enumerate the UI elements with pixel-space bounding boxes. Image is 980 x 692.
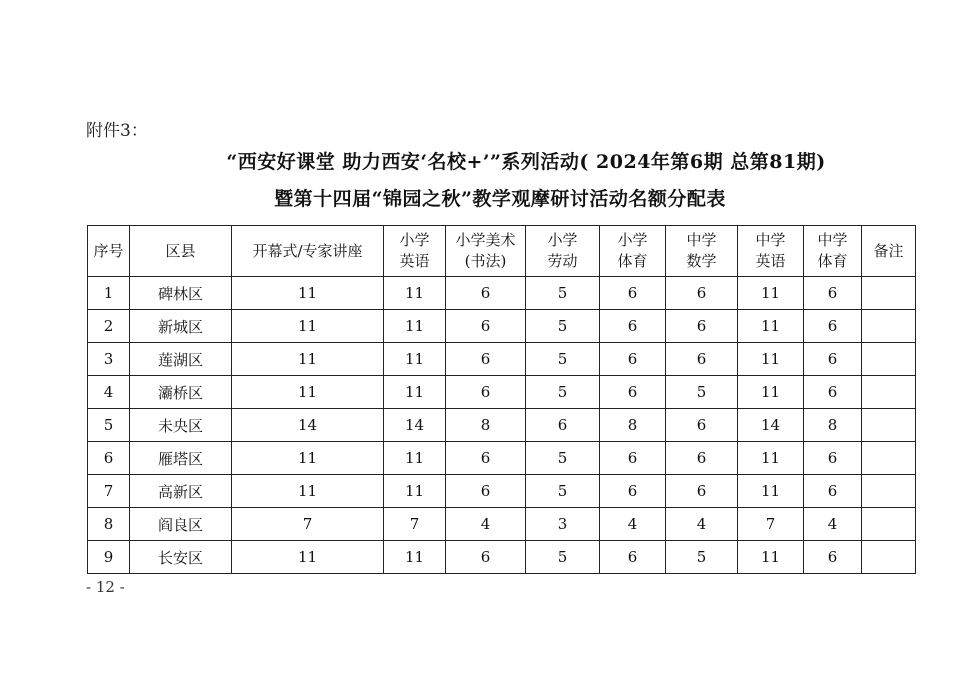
table-cell: 6	[446, 310, 526, 343]
table-cell: 6	[666, 343, 738, 376]
table-cell: 6	[446, 277, 526, 310]
column-header-text: 劳动	[547, 252, 578, 270]
table-cell: 阎良区	[130, 508, 232, 541]
table-cell: 未央区	[130, 409, 232, 442]
column-header-text: 小学	[399, 231, 430, 249]
table-cell: 11	[232, 475, 384, 508]
table-cell	[862, 508, 916, 541]
table-cell: 5	[526, 277, 600, 310]
column-header	[130, 226, 232, 277]
table-cell: 灞桥区	[130, 376, 232, 409]
column-header	[446, 226, 526, 277]
table-cell: 11	[384, 277, 446, 310]
table-row	[88, 508, 916, 541]
table-cell	[862, 475, 916, 508]
table-cell: 5	[526, 343, 600, 376]
column-header-text: 体育	[617, 252, 648, 270]
table-cell: 11	[384, 310, 446, 343]
table-cell: 3	[88, 343, 130, 376]
table-cell: 高新区	[130, 475, 232, 508]
table-cell: 碑林区	[130, 277, 232, 310]
table-cell: 6	[600, 343, 666, 376]
table-cell: 6	[600, 442, 666, 475]
column-header	[862, 226, 916, 277]
column-header-text: 开幕式/专家讲座	[252, 241, 363, 260]
table-cell: 6	[666, 277, 738, 310]
column-header-text: 区县	[165, 241, 196, 260]
table-cell: 11	[384, 541, 446, 574]
table-cell: 3	[526, 508, 600, 541]
document-title-line1: “西安好课堂 助力西安‘名校+’”系列活动( 2024年第6期 总第81期)	[226, 151, 826, 173]
table-cell: 11	[738, 442, 804, 475]
page-number: - 12 -	[86, 578, 125, 596]
table-cell: 4	[666, 508, 738, 541]
table-cell: 4	[600, 508, 666, 541]
table-cell: 雁塔区	[130, 442, 232, 475]
table-cell: 11	[232, 376, 384, 409]
column-header-text: 体育	[817, 252, 848, 270]
column-header	[232, 226, 384, 277]
table-cell: 6	[666, 310, 738, 343]
table-row	[88, 541, 916, 574]
table-cell: 2	[88, 310, 130, 343]
column-header-text: 备注	[873, 241, 904, 260]
table-cell	[862, 277, 916, 310]
table-cell: 6	[804, 343, 862, 376]
table-cell: 11	[384, 343, 446, 376]
table-cell: 7	[738, 508, 804, 541]
table-cell: 8	[600, 409, 666, 442]
table-cell	[862, 409, 916, 442]
document-title-line2: 暨第十四届“锦园之秋”教学观摩研讨活动名额分配表	[274, 188, 726, 210]
column-header-text: 中学	[817, 231, 848, 249]
table-cell: 5	[666, 541, 738, 574]
column-header-text: (书法)	[464, 252, 507, 270]
table-cell: 6	[600, 310, 666, 343]
table-cell: 6	[446, 475, 526, 508]
table-row	[88, 442, 916, 475]
table-cell: 5	[666, 376, 738, 409]
attachment-label: 附件3：	[86, 121, 148, 141]
table-row	[88, 277, 916, 310]
table-cell: 6	[804, 541, 862, 574]
table-cell	[862, 442, 916, 475]
table-cell: 6	[446, 442, 526, 475]
table-cell: 5	[526, 310, 600, 343]
table-row	[88, 376, 916, 409]
table-cell: 6	[88, 442, 130, 475]
table-cell: 5	[526, 541, 600, 574]
table-cell: 7	[384, 508, 446, 541]
table-cell: 11	[384, 442, 446, 475]
column-header	[384, 226, 446, 277]
table-cell: 4	[446, 508, 526, 541]
table-cell: 6	[600, 541, 666, 574]
table-cell: 6	[804, 277, 862, 310]
table-row	[88, 310, 916, 343]
table-cell: 11	[232, 541, 384, 574]
table-cell: 6	[666, 409, 738, 442]
table-body	[88, 277, 916, 574]
column-header-text: 小学	[617, 231, 648, 249]
table-cell: 5	[526, 475, 600, 508]
table-cell: 6	[600, 277, 666, 310]
column-header-text: 序号	[93, 241, 124, 260]
table-cell: 11	[738, 277, 804, 310]
table-cell: 5	[88, 409, 130, 442]
table-cell: 11	[738, 475, 804, 508]
column-header	[804, 226, 862, 277]
column-header-text: 英语	[399, 252, 430, 270]
table-cell: 莲湖区	[130, 343, 232, 376]
column-header-text: 小学美术	[455, 231, 516, 249]
table-cell: 6	[804, 442, 862, 475]
table-cell: 11	[384, 376, 446, 409]
table-cell: 4	[88, 376, 130, 409]
table-cell: 6	[804, 376, 862, 409]
table-cell: 5	[526, 442, 600, 475]
table-cell: 6	[600, 475, 666, 508]
table-cell	[862, 541, 916, 574]
table-cell	[862, 343, 916, 376]
column-header	[88, 226, 130, 277]
table-cell: 5	[526, 376, 600, 409]
table-header-row	[88, 226, 916, 277]
table-cell: 11	[384, 475, 446, 508]
table-cell: 8	[88, 508, 130, 541]
table-cell: 6	[666, 442, 738, 475]
table-cell: 7	[88, 475, 130, 508]
table-cell: 6	[446, 343, 526, 376]
table-cell: 6	[446, 541, 526, 574]
table-cell: 4	[804, 508, 862, 541]
table-cell: 14	[738, 409, 804, 442]
table-cell: 8	[804, 409, 862, 442]
column-header-text: 数学	[686, 252, 717, 270]
column-header-text: 中学	[686, 231, 717, 249]
column-header	[526, 226, 600, 277]
table-cell: 1	[88, 277, 130, 310]
column-header	[666, 226, 738, 277]
table-cell: 6	[666, 475, 738, 508]
table-cell: 长安区	[130, 541, 232, 574]
column-header-text: 中学	[755, 231, 786, 249]
table-cell: 14	[384, 409, 446, 442]
table-cell: 11	[232, 277, 384, 310]
table-cell: 14	[232, 409, 384, 442]
table-cell: 11	[232, 310, 384, 343]
table-row	[88, 343, 916, 376]
table-cell	[862, 376, 916, 409]
table-cell: 7	[232, 508, 384, 541]
table-cell: 9	[88, 541, 130, 574]
table-cell: 6	[446, 376, 526, 409]
table-cell: 11	[738, 541, 804, 574]
table-cell: 11	[232, 343, 384, 376]
table-cell: 11	[738, 376, 804, 409]
table-cell: 11	[232, 442, 384, 475]
table-cell: 8	[446, 409, 526, 442]
allocation-table	[87, 225, 916, 574]
table-cell: 新城区	[130, 310, 232, 343]
table-cell: 11	[738, 343, 804, 376]
table-cell	[862, 310, 916, 343]
table-row	[88, 475, 916, 508]
column-header-text: 小学	[547, 231, 578, 249]
table-cell: 6	[526, 409, 600, 442]
table-cell: 6	[804, 310, 862, 343]
table-cell: 6	[804, 475, 862, 508]
column-header-text: 英语	[755, 252, 786, 270]
table-cell: 11	[738, 310, 804, 343]
table-row	[88, 409, 916, 442]
column-header	[738, 226, 804, 277]
table-cell: 6	[600, 376, 666, 409]
column-header	[600, 226, 666, 277]
